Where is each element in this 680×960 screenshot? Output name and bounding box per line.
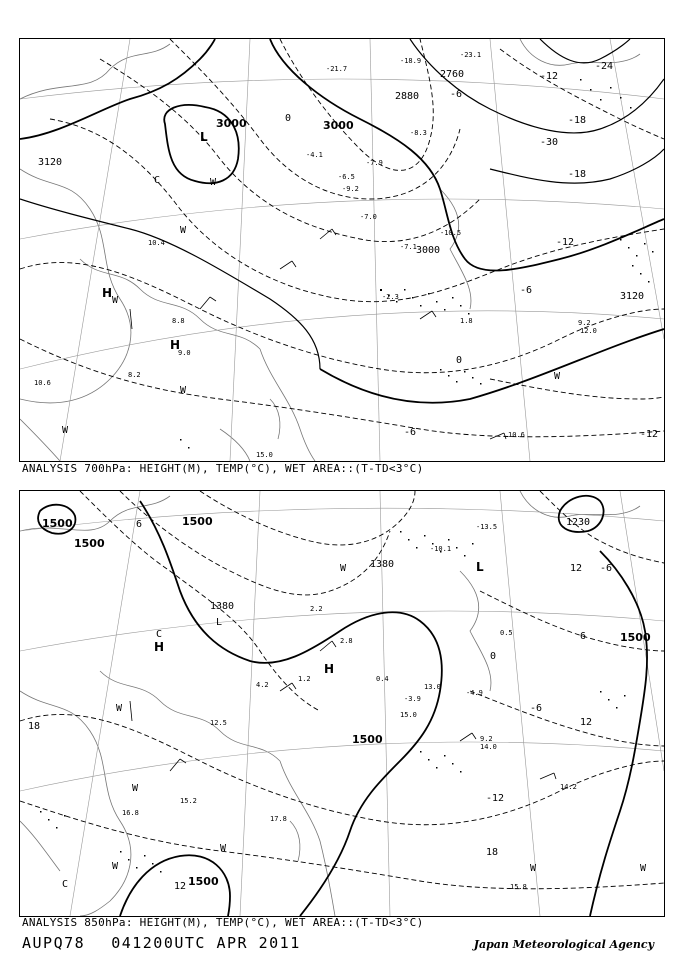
station-observation: 2.2 — [310, 605, 323, 613]
contour-label: 3000 — [216, 117, 247, 130]
station-observation: 9.2 — [480, 735, 493, 743]
contour-label: 1500 — [74, 537, 105, 550]
isotherm-label: -12 — [556, 237, 575, 248]
station-observation: 13.0 — [424, 683, 441, 691]
station-observation: -8.3 — [410, 129, 427, 137]
isotherm-label: 6 — [136, 519, 143, 530]
station-observation: 14.0 — [480, 743, 497, 751]
station-observation: 9.2 — [578, 319, 591, 327]
station-observation: 12.5 — [210, 719, 227, 727]
station-observation: -3.9 — [404, 695, 421, 703]
contour-label: 3000 — [416, 245, 441, 256]
isotherm-label: 12 — [174, 881, 187, 892]
contour-label: 1500 — [182, 515, 213, 528]
warm-marker: W — [180, 385, 187, 396]
station-observation: -7.0 — [360, 213, 377, 221]
isotherm-label: -18 — [568, 169, 587, 180]
contour-label: 1500 — [620, 631, 651, 644]
station-observation: 2.8 — [340, 637, 353, 645]
isotherm-label: 12 — [580, 717, 593, 728]
station-observation: -10.1 — [430, 545, 452, 553]
warm-marker: W — [116, 703, 123, 714]
high-pressure-marker: H — [170, 338, 181, 352]
graticule — [20, 39, 664, 461]
station-observation: 12.0 — [580, 327, 597, 335]
warm-marker: W — [180, 225, 187, 236]
station-observation: -18.9 — [400, 57, 422, 65]
isotherm-label: -6 — [600, 563, 613, 574]
isotherm-label: 0 — [456, 355, 463, 366]
map-700hpa — [20, 39, 664, 461]
station-observation: -7.1 — [400, 243, 417, 251]
station-observation: -9.2 — [342, 185, 359, 193]
isotherm-label: -6 — [404, 427, 417, 438]
isotherm-label: -24 — [595, 61, 614, 72]
station-observation: 10.6 — [508, 431, 525, 439]
station-observation: -21.7 — [326, 65, 348, 73]
chart-panel-700hpa — [19, 38, 665, 462]
station-observation: 15.8 — [510, 883, 527, 891]
station-observation: 15.0 — [256, 451, 273, 459]
contour-label: 1380 — [370, 559, 395, 570]
isotherm-label: 6 — [580, 631, 587, 642]
low-pressure-marker: L — [200, 130, 208, 144]
contour-label: 1380 — [210, 601, 235, 612]
isotherm-label: 0 — [285, 113, 292, 124]
station-observation: -10.5 — [440, 229, 462, 237]
cold-marker: C — [154, 175, 161, 186]
cold-marker: C — [62, 879, 69, 890]
warm-marker: W — [62, 425, 69, 436]
warm-marker: W — [132, 783, 139, 794]
contour-label: 2880 — [395, 91, 420, 102]
chart-code: AUPQ78 — [22, 934, 86, 952]
isotherm-label: 12 — [570, 563, 583, 574]
station-observation: 10.4 — [148, 239, 165, 247]
warm-marker: W — [220, 843, 227, 854]
station-observation: 10.6 — [34, 379, 51, 387]
isotherm-label: 18 — [486, 847, 499, 858]
warm-marker: W — [112, 861, 119, 872]
isotherm-label: -12 — [640, 429, 659, 440]
station-observation: -23.1 — [460, 51, 482, 59]
wind-barbs — [130, 229, 506, 439]
high-pressure-marker: H — [324, 662, 335, 676]
station-observation: 1.2 — [298, 675, 311, 683]
coastlines — [20, 491, 640, 916]
contour-label: 1500 — [42, 517, 73, 530]
low-pressure-marker: L — [476, 560, 484, 574]
agency-name: Japan Meteorological Agency — [473, 938, 654, 951]
station-observation: 0.5 — [500, 629, 513, 637]
panel-caption-700hpa: ANALYSIS 700hPa: HEIGHT(M), TEMP(°C), WET AREA::(T-TD<3°C) — [22, 462, 424, 475]
valid-time: 041200UTC APR 2011 — [111, 934, 301, 952]
contour-label: 3000 — [323, 119, 354, 132]
contour-label: 1230 — [566, 517, 591, 528]
isotherm-label: -12 — [486, 793, 505, 804]
station-observation: -4.9 — [466, 689, 483, 697]
wet-area-stipple — [40, 531, 626, 873]
isotherm-label: 0 — [490, 651, 497, 662]
station-observation: 8.8 — [172, 317, 185, 325]
isotherm-label: -6 — [450, 89, 463, 100]
station-observation: 8.2 — [128, 371, 141, 379]
warm-marker: W — [210, 177, 217, 188]
station-observation: 1.8 — [460, 317, 473, 325]
map-850hpa — [20, 491, 664, 916]
station-observation: 4.2 — [256, 681, 269, 689]
low-marker: L — [216, 617, 223, 628]
height-contours-700hpa — [20, 39, 664, 403]
warm-marker: W — [340, 563, 347, 574]
cold-marker: C — [156, 629, 163, 640]
isotherm-label: -12 — [540, 71, 559, 82]
station-observation: -13.5 — [476, 523, 498, 531]
high-pressure-marker: H — [154, 640, 165, 654]
warm-marker: W — [530, 863, 537, 874]
isotherm-label: 18 — [28, 721, 41, 732]
warm-marker: W — [640, 863, 647, 874]
isotherm-label: -6 — [530, 703, 543, 714]
station-observation: -7.9 — [366, 159, 383, 167]
station-observation: 15.0 — [400, 711, 417, 719]
station-observation: 16.8 — [122, 809, 139, 817]
isotherms-850hpa — [20, 491, 664, 889]
station-observation: 9.0 — [178, 349, 191, 357]
panel-caption-850hpa: ANALYSIS 850hPa: HEIGHT(M), TEMP(°C), WET AREA::(T-TD<3°C) — [22, 916, 424, 929]
contour-label: 1500 — [352, 733, 383, 746]
contour-label: 2760 — [440, 69, 465, 80]
height-contours-850hpa — [38, 496, 647, 916]
station-observation: -4.1 — [306, 151, 323, 159]
station-observation: 0.4 — [376, 675, 389, 683]
station-observation: -6.5 — [338, 173, 355, 181]
station-observation: -2.3 — [382, 293, 399, 301]
station-observation: 17.8 — [270, 815, 287, 823]
high-pressure-marker: H — [102, 286, 113, 300]
isotherm-label: -30 — [540, 137, 559, 148]
warm-marker: W — [554, 371, 561, 382]
contour-label: 1500 — [188, 875, 219, 888]
warm-marker: W — [112, 295, 119, 306]
contour-label: 3120 — [620, 291, 645, 302]
station-observation: 15.2 — [180, 797, 197, 805]
chart-panel-850hpa — [19, 490, 665, 917]
chart-id — [22, 934, 327, 952]
station-observation: 14.2 — [560, 783, 577, 791]
isotherm-label: -18 — [568, 115, 587, 126]
isotherm-label: -6 — [520, 285, 533, 296]
contour-label: 3120 — [38, 157, 63, 168]
